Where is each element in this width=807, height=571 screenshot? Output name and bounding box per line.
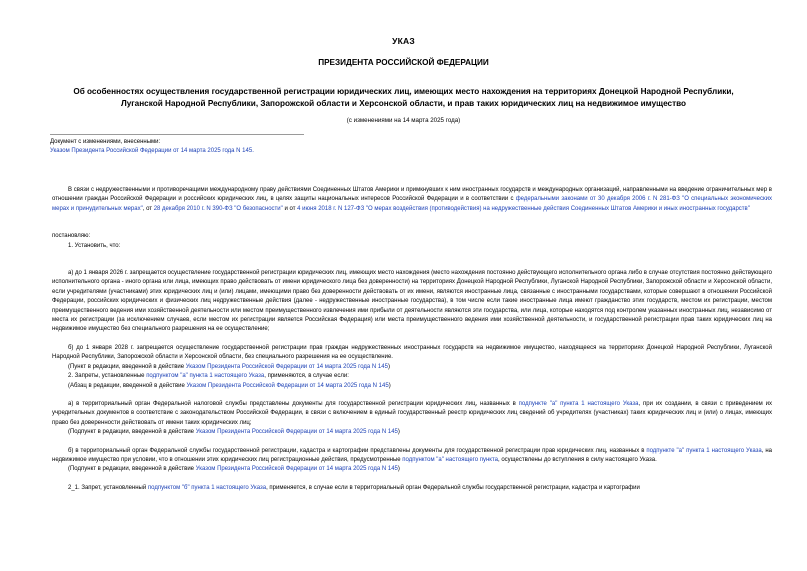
section-2-1-text: , применяется, в случае если в территориальный орган Федеральной службы государственной регистрации, кадастра и картографии [266,484,640,491]
preamble-paragraph [52,186,772,214]
section-2-1 [52,484,772,493]
note-text: ) [397,429,400,436]
title-line-1: Об особенностях осуществления государственной регистрации юридических лиц, имеющих место нахождения на территориях Донецкой Народной Республики, [73,87,734,96]
title-line-2: Луганской Народной Республики, Запорожской области и Херсонской области, и прав таких юридических лиц на недвижимое имущество [120,99,687,108]
president-heading: ПРЕЗИДЕНТА РОССИЙСКОЙ ФЕДЕРАЦИИ [318,58,489,67]
subpoint-2b-note [52,465,772,474]
note-text: (Абзац в редакции, введенной в действие [68,382,187,389]
amendment-link[interactable]: Указом Президента Российской Федерации от 14 марта 2025 года N 145 [195,466,398,473]
amendment-link[interactable]: Указом Президента Российской Федерации от 14 марта 2025 года N 145 [186,382,389,389]
subpoint-2a-text: , при их создании, в связи с приведением их учредительных документов в соответствие с законодательством Российской Федерации, в связи с включением в единый государственный реестр юридических лиц сведений об учредителях (участниках) таких юридических лиц и (или) о лицах, имеющих право без доверенности действовать от имени таких юридических лиц; [52,400,772,426]
subpoint-2a-link[interactable]: подпунктом "а" настоящего пункта [402,456,499,463]
preamble-text-2: , от [142,205,154,212]
subpoint-a-link[interactable]: подпункте "а" пункта 1 настоящего Указа [518,400,639,407]
section-2-text: 2. Запреты, установленные [68,373,147,380]
changes-note [50,134,304,156]
law-link-127[interactable]: 4 июня 2018 г. N 127-ФЗ "О мерах воздействия (противодействия) на недружественные действия Соединенных Штатов Америки и иных иностранных государств" [297,205,750,212]
document-title [0,86,807,110]
section-2-text: , применяются, в случае если: [264,373,349,380]
subpoint-2a-note [52,428,772,437]
amendment-link[interactable]: Указом Президента Российской Федерации от 14 марта 2025 года N 145 [195,429,398,436]
subpoint-2a [52,400,772,428]
note-text: ) [397,466,400,473]
subpoint-2b-text: , осуществлены до вступления в силу настоящего Указа. [498,456,657,463]
preamble-text-1: В связи с недружественными и противоречащими международному праву действиями Соединенных Штатов Америки и примкнувших к ним иностранных государств и международных организаций, направленными на введение ограничительных мер в отношении граждан Российской Федерации и российских юридических лиц, в целях защиты национальных интересов Российской Федерации и в соответствии с [52,187,772,203]
subpoint-1a: а) до 1 января 2026 г. запрещается осуществление государственной регистрации юридических лиц, имеющих место нахождения (место нахождения постоянно действующего исполнительного органа либо в случае отсутствия постоянно действующего исполнительного органа - иного органа или лица, имеющих право действовать от имени юридического лица без доверенности) на территориях Донецкой Народной Республики, Луганской Народной Республики, Запорожской области и Херсонской области, если учредителями (участниками) этих юридических лиц и (или) лицами, имеющими право без доверенности действовать от их имени, являются иностранные лица, связанные с иностранными государствами, которые совершают в отношении Российской Федерации, российских юридических и физических лиц недружественные действия (далее - недружественные иностранные государства), в том числе если такие иностранные лица имеют гражданство этих государств, местом их регистрации, местом преимущественного ведения ими хозяйственной деятельности или местом преимущественного извлечения ими прибыли от деятельности являются эти государства, или лица, которые находятся под контролем указанных иностранных лиц, независимо от места их регистрации (за исключением случаев, если местом их регистрации является Российская Федерация) или места преимущественного ведения ими хозяйственной деятельности, и государственной регистрации прав таких юридических лиц на недвижимое имущество без специального разрешения на ее осуществление; [52,270,772,333]
subpoint-2b [52,447,772,466]
section-2-1-text: 2_1. Запрет, установленный [68,484,148,491]
document-body [52,186,772,493]
amendment-link[interactable]: Указом Президента Российской Федерации от 14 марта 2025 года N 145 [185,363,388,370]
decree-heading: УКАЗ [392,36,415,46]
note-text: (Пункт в редакции, введенной в действие [68,363,186,370]
section-2-heading [52,372,772,381]
section-1-heading: 1. Установить, что: [68,242,121,249]
note-text: (Подпункт в редакции, введенной в действие [68,466,196,473]
changes-note-label: Документ с изменениями, внесенными: [50,139,161,145]
subpoint-2a-text: а) в территориальный орган Федеральной налоговой службы представлены документы для государственной регистрации юридических лиц, названных в [68,400,519,407]
section-2-note [52,382,772,391]
decree-word: постановляю: [52,233,91,240]
note-text: (Подпункт в редакции, введенной в действие [68,429,196,436]
subpoint-a-link[interactable]: подпунктом "а" пункта 1 настоящего Указа [146,373,265,380]
law-link-281[interactable]: федеральными законами от 30 декабря 2006 г. N 281-ФЗ "О специальных экономических мерах и принудительных мерах" [52,196,772,212]
subpoint-a-link[interactable]: подпункте "а" пункта 1 настоящего Указа [646,447,762,454]
subpoint-b-link[interactable]: подпунктом "б" пункта 1 настоящего Указа [147,484,267,491]
subpoint-2b-text: б) в территориальный орган Федеральной службы государственной регистрации, кадастра и картографии представлены документы для государственной регистрации прав юридических лиц, названных в [68,447,647,454]
note-text: ) [387,363,390,370]
law-link-390[interactable]: 28 декабря 2010 г. N 390-ФЗ "О безопасности" [153,205,283,212]
subpoint-2b-text: , на недвижимое имущество при условии, что в отношении этих юридических лиц регистрационные действия, предусмотренные [52,447,772,463]
amendment-date: (с изменениями на 14 марта 2025 года) [346,117,461,124]
preamble-text-3: и от [282,205,298,212]
note-text: ) [388,382,391,389]
subpoint-1b-note [52,363,772,372]
subpoint-1b: б) до 1 января 2028 г. запрещается осуществление государственной регистрации прав граждан недружественных иностранных государств на недвижимое имущество, находящееся на территориях Донецкой Народной Республики, Луганской Народной Республики, Запорожской области и Херсонской области, без специального разрешения на ее осуществление. [52,344,772,361]
changes-note-link[interactable]: Указом Президента Российской Федерации от 14 марта 2025 года N 145. [50,148,254,154]
